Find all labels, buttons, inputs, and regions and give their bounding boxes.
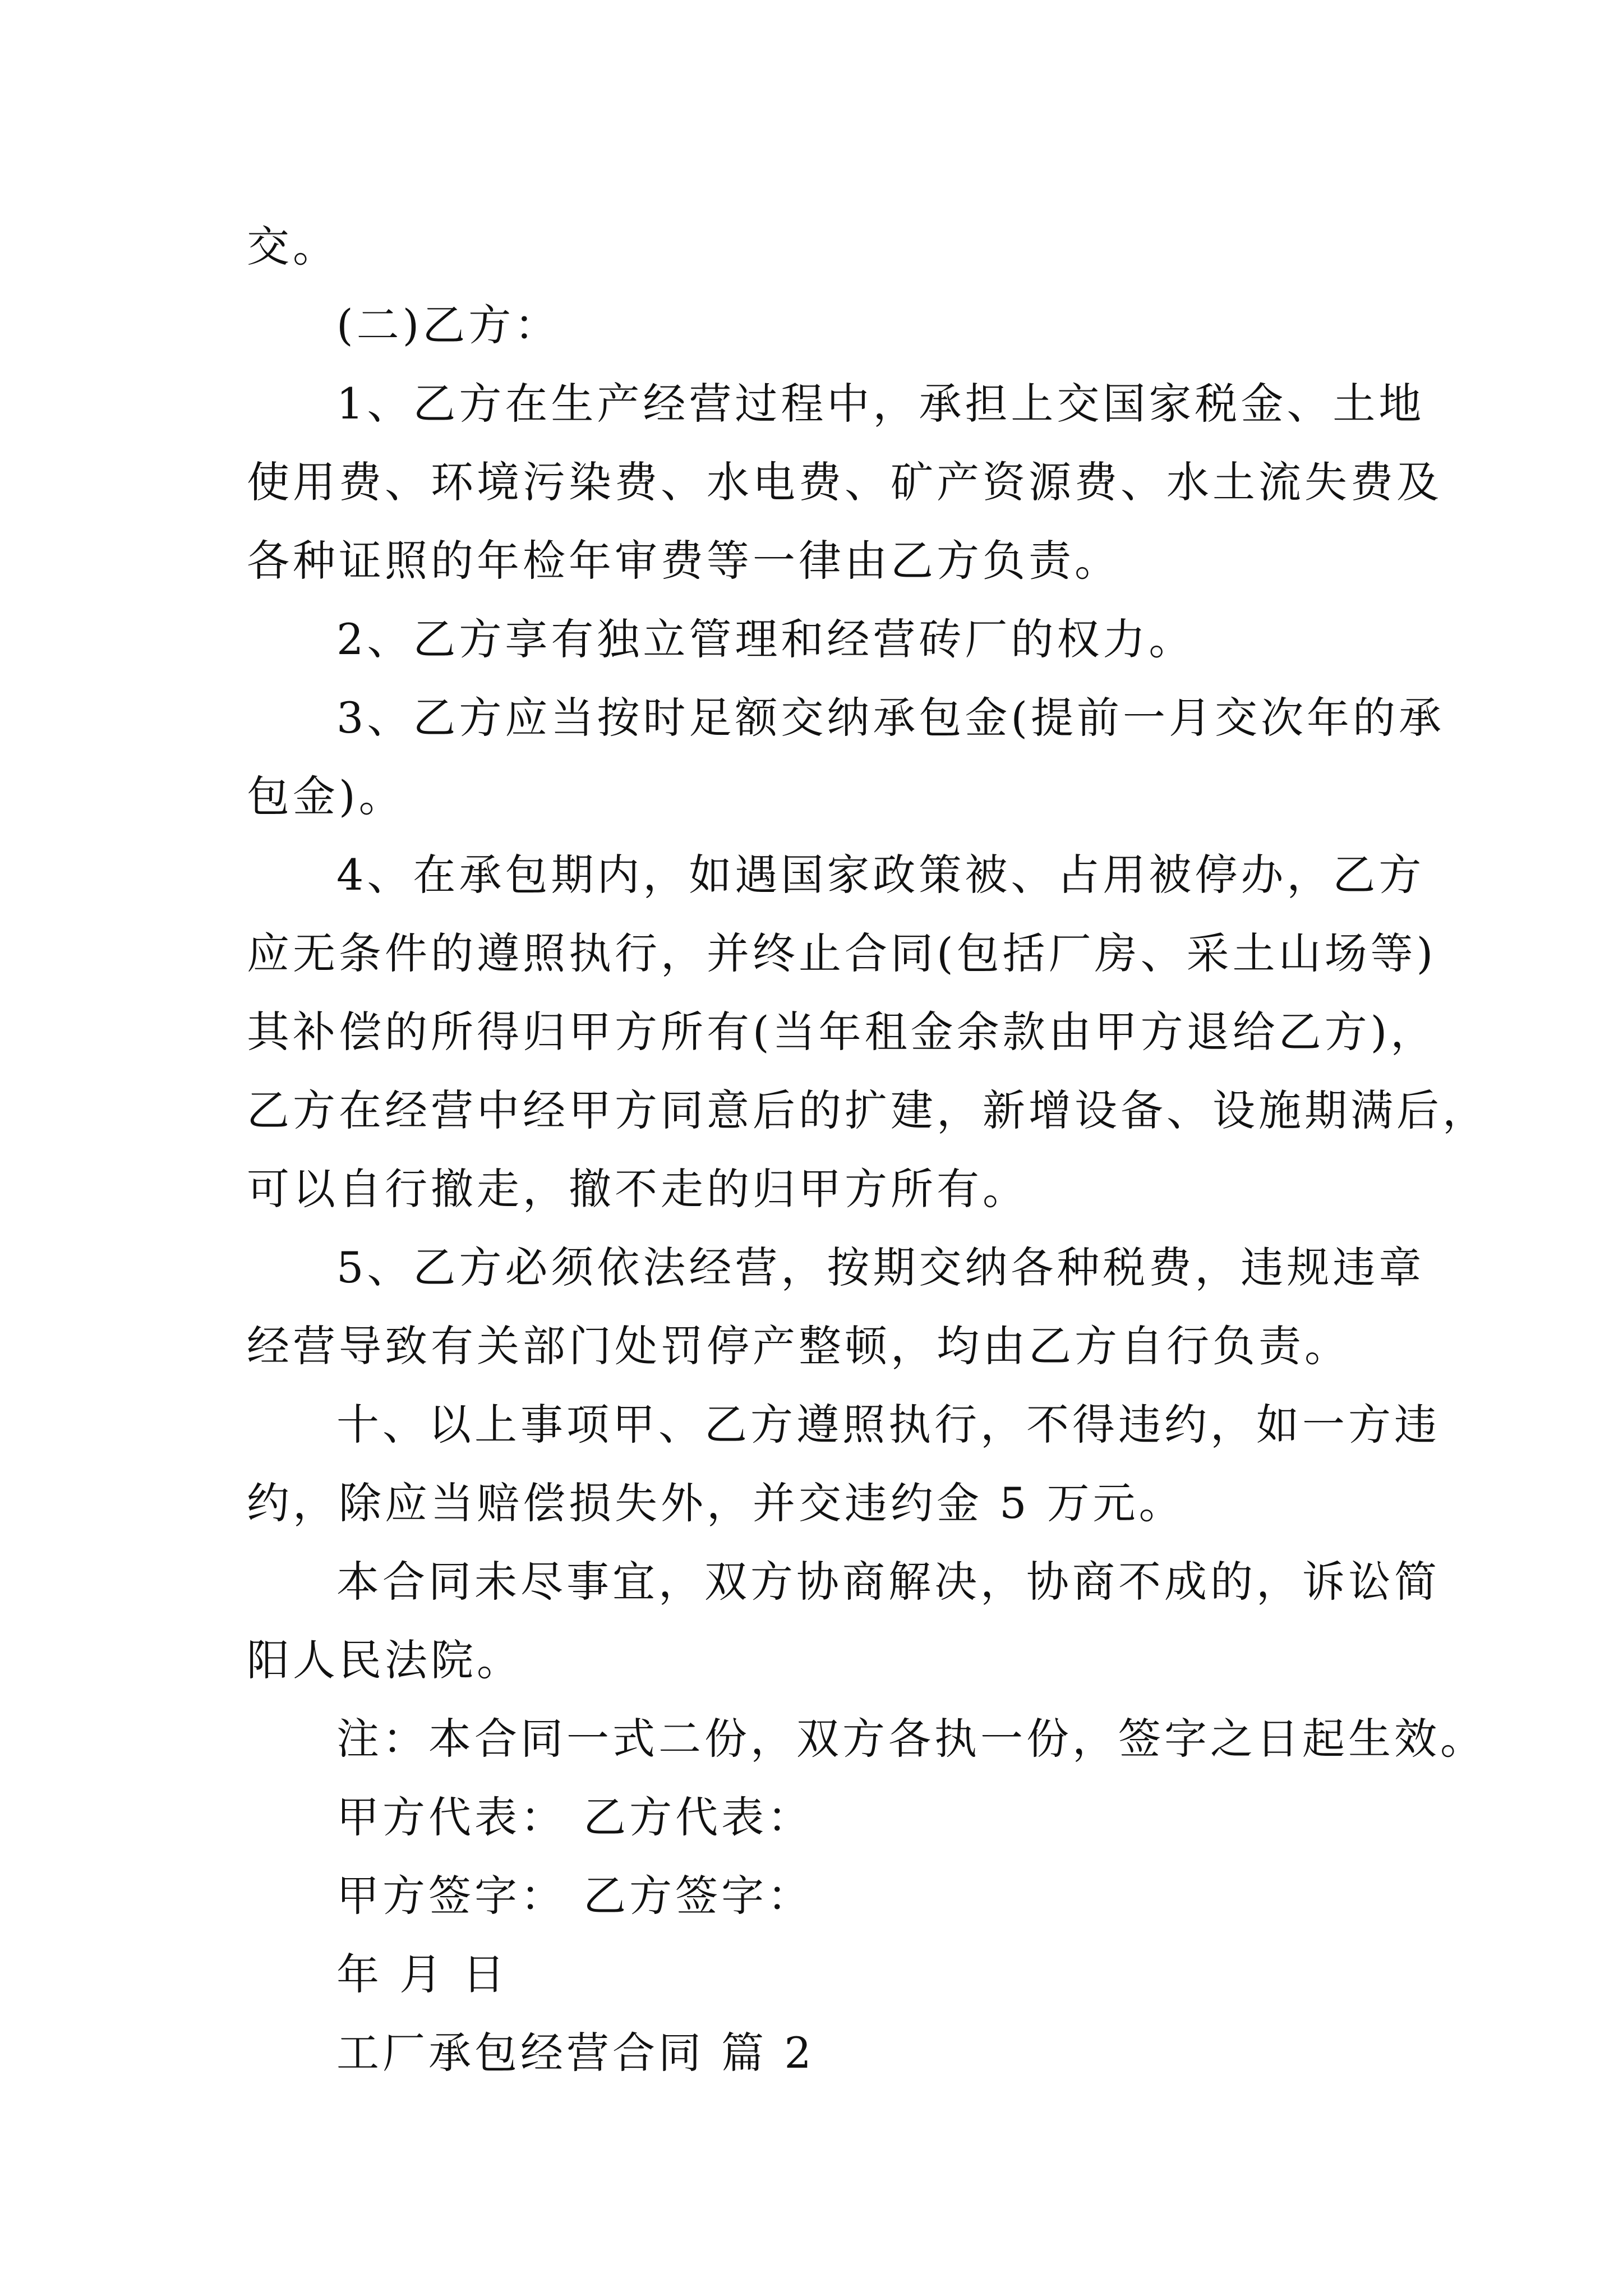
text-line: 甲方代表： 乙方代表： [336, 1792, 814, 1842]
text-line: 1、乙方在生产经营过程中，承担上交国家税金、土地 [336, 379, 1425, 429]
text-line: 其补偿的所得归甲方所有(当年租金余款由甲方退给乙方)， [247, 1007, 1437, 1057]
text-line: 约，除应当赔偿损失外，并交违约金 5 万元。 [247, 1478, 1185, 1528]
text-line: 工厂承包经营合同 篇 2 [336, 2028, 815, 2078]
text-line: 乙方在经营中经甲方同意后的扩建，新增设备、设施期满后， [247, 1085, 1488, 1135]
text-line: 3、乙方应当按时足额交纳承包金(提前一月交次年的承 [336, 693, 1445, 743]
text-line: 4、在承包期内，如遇国家政策被、占用被停办，乙方 [336, 850, 1425, 900]
text-line: 十、以上事项甲、乙方遵照执行，不得违约，如一方违 [336, 1400, 1440, 1450]
text-line: 本合同未尽事宜，双方协商解决，协商不成的，诉讼简 [336, 1557, 1440, 1607]
document-page [247, 208, 1488, 2092]
text-line: 应无条件的遵照执行，并终止合同(包括厂房、采土山场等) [247, 928, 1437, 978]
text-line: 甲方签字： 乙方签字： [336, 1871, 814, 1921]
text-line: 年 月 日 [336, 1949, 509, 1999]
text-line: 交。 [247, 222, 339, 272]
text-line: 注：本合同一式二份，双方各执一份，签字之日起生效。 [336, 1714, 1486, 1764]
text-line: 包金)。 [247, 771, 405, 821]
text-line: 阳人民法院。 [247, 1635, 523, 1685]
text-line: 2、乙方享有独立管理和经营砖厂的权力。 [336, 614, 1195, 664]
text-line: 经营导致有关部门处罚停产整顿，均由乙方自行负责。 [247, 1321, 1350, 1371]
text-line: 使用费、环境污染费、水电费、矿产资源费、水土流失费及 [247, 457, 1442, 507]
text-line: 可以自行撤走，撤不走的归甲方所有。 [247, 1164, 1029, 1214]
text-line: 5、乙方必须依法经营，按期交纳各种税费，违规违章 [336, 1243, 1425, 1292]
text-line: (二)乙方： [336, 300, 561, 350]
text-line: 各种证照的年检年审费等一律由乙方负责。 [247, 536, 1121, 586]
